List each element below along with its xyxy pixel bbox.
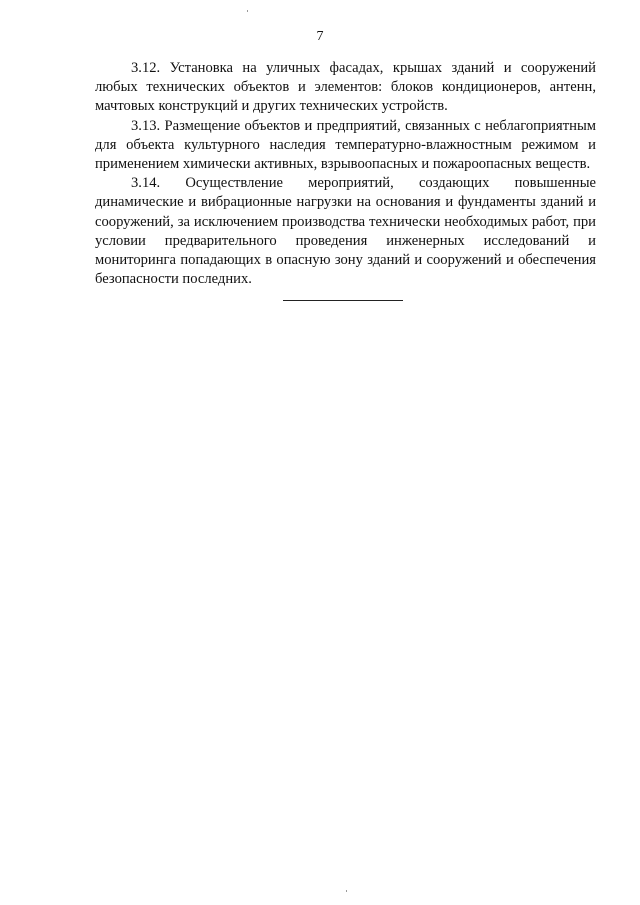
scan-speck-bottom (346, 890, 347, 892)
document-body (95, 59, 596, 289)
paragraph-3-13: 3.13. Размещение объектов и предприятий, связанных с неблагоприятным для объекта культурного наследия температурно-влажностным режимом и применением химически активных, взрывоопасных и пожароопасных веществ. (95, 117, 596, 173)
scan-speck-top (247, 10, 248, 12)
paragraph-3-12: 3.12. Установка на уличных фасадах, крышах зданий и сооружений любых технических объектов и элементов: блоков кондиционеров, антенн, мачтовых конструкций и других технических устройств. (95, 60, 596, 115)
paragraph-3-14: 3.14. Осуществление мероприятий, создающих повышенные динамические и вибрационные нагрузки на основания и фундаменты зданий и сооружений, за исключением производства технически необходимых работ, при условии предварительного проведения инженерных исследований и мониторинга попадающих в опасную зону зданий и сооружений и обеспечения безопасности последних. (95, 175, 596, 288)
end-of-text-rule (283, 300, 403, 301)
page-number: 7 (316, 29, 324, 44)
